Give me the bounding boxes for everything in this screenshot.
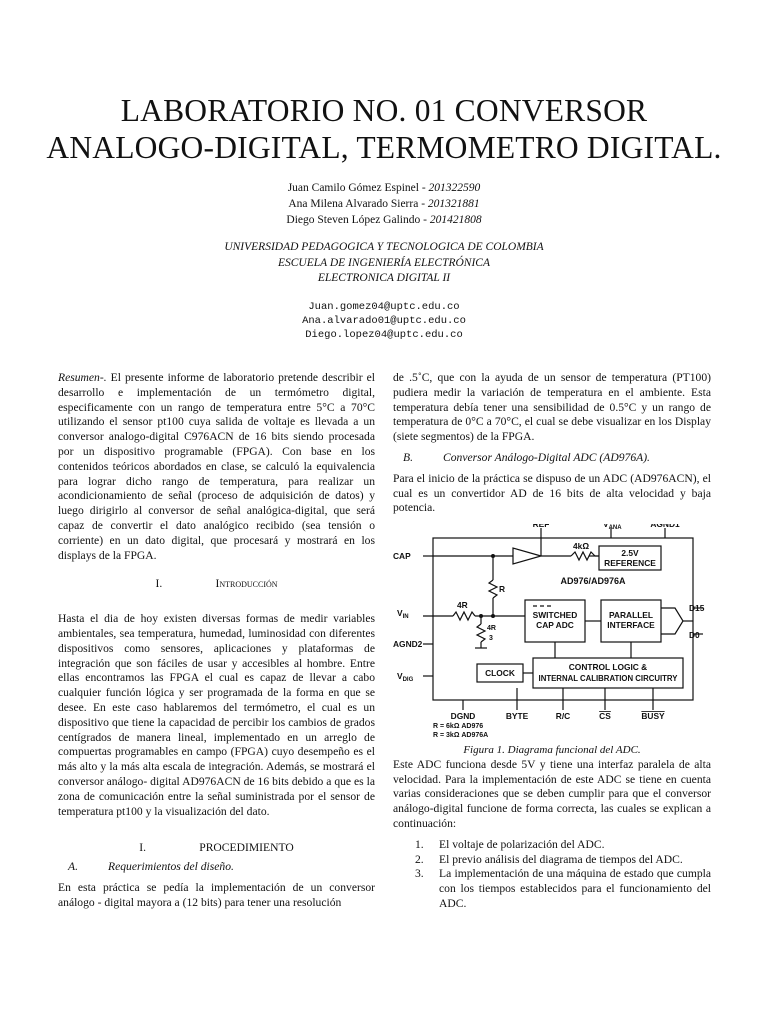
section-number: I. xyxy=(139,841,147,855)
buffer-triangle xyxy=(513,548,541,564)
affiliation-course: ELECTRONICA DIGITAL II xyxy=(317,272,451,284)
email-list xyxy=(200,300,568,342)
subsection-heading-a xyxy=(58,860,375,875)
author-id: 201421808 xyxy=(429,214,482,226)
switched-cap-label-1: SWITCHED xyxy=(532,610,578,621)
email-link[interactable]: Ana.alvarado01@uptc.edu.co xyxy=(302,315,466,327)
list-item xyxy=(393,838,711,853)
email-link[interactable]: Juan.gomez04@uptc.edu.co xyxy=(308,301,460,313)
diagram-note-2: R = 3kΩ AD976A xyxy=(433,732,489,739)
pin-vdig: $V_{DIG}$ xyxy=(397,671,414,684)
author-name: Juan Camilo Gómez Espinel - xyxy=(287,182,429,194)
subsection-letter: B. xyxy=(403,450,413,464)
affiliation-school: ESCUELA DE INGENIERÍA ELECTRÓNICA xyxy=(277,256,490,269)
resistor-4r3-label-top: 4R xyxy=(487,625,496,633)
title-line-2: ANALOGO-DIGITAL, TERMOMETRO DIGITAL. xyxy=(46,130,722,165)
requirements-paragraph: En esta práctica se pedía la implementación de un conversor análogo - digital mayora a (12 bits) para tener una resolución xyxy=(58,880,375,909)
list-text: La implementación de una máquina de estado que cumpla con los tiempos establecidos para el funcionamiento del ADC. xyxy=(439,867,711,910)
adc-block-diagram xyxy=(393,524,711,738)
section-number: I. xyxy=(155,577,163,591)
requirements-list xyxy=(393,838,711,912)
control-label-1: CONTROL LOGIC & xyxy=(568,662,648,673)
list-number: 3. xyxy=(415,867,424,881)
pin-rc: R/C xyxy=(555,711,571,722)
resistor-4r3 xyxy=(477,624,485,642)
author-line xyxy=(150,196,618,212)
pin-vana: $V_{ANA}$ xyxy=(603,524,622,532)
section-title: PROCEDIMIENTO xyxy=(199,841,294,855)
pin-d15: D15 xyxy=(689,603,705,614)
author-name: Diego Steven López Galindo - xyxy=(286,214,430,226)
abstract-text: El presente informe de laboratorio pretende describir el desarrollo e implementación de un termómetro digital, especificamente con un rango de temperatura entre 5°C a 70°C utilizando el sensor pt100 cuya salida de voltaje es llevada a un conversor analogo-digital C976ACN de 16 bits siendo procesada por un dispositivo programable (FPGA). Con base en los contenidos teóricos abordados en clase, se calculó la equivalencia para lograr dicho rango de temperatura, para realizar un acondicionamiento de señal (proceso de adquisición de datos) y luego dirigirlo al conversor de señal analógica-digital, que será capaz de convertir el dato analógico recibido (sea tensión o corriente) en un dato digital, que procesará y mostrará en los displays de la FPGA. xyxy=(58,371,375,562)
introduction-paragraph: Hasta el dia de hoy existen diversas formas de medir variables ambientales, sea temperatura, humedad, luminosidad con diferentes dispositivos como sensores, aplicaciones y plataformas de integración que son fáciles de usar y accesibles al hombre. Entre ellas encontramos las FPGA el cual es capaz de llevar a cabo cualquier función lógica y ser programada de la forma en que se desee. En este caso hablaremos del termómetro, el cual es un dispositivo que tiene la capacidad de percibir los cambios de grados centígrados de manera lineal, implementado en un arreglo de compuertas programables en campo (FPGA) cuyo desempeño es el más alto y la más alta escala de integración. Además, se mostrará el conversor análogo- digital AD976ACN de 16 bits debido a que es la zona de comunicación entre la señal suministrada por el sensor de temperatura pt100 y la visualización del dato. xyxy=(58,612,375,818)
abstract-label: Resumen-. xyxy=(58,371,107,384)
pin-vin: $V_{IN}$ xyxy=(397,608,409,621)
right-column xyxy=(393,371,711,912)
author-line xyxy=(150,212,618,228)
list-text: El previo análisis del diagrama de tiempos del ADC. xyxy=(439,852,683,866)
pin-ref: REF xyxy=(532,524,550,530)
diagram-note-1: R = 6kΩ AD976 xyxy=(433,723,484,731)
author-name: Ana Milena Alvarado Sierra - xyxy=(288,198,428,210)
pin-d0: D0 xyxy=(689,630,700,641)
list-item xyxy=(393,867,711,911)
email-link[interactable]: Diego.lopez04@uptc.edu.co xyxy=(305,329,463,341)
section-heading-procedure xyxy=(58,841,375,856)
adc-description-paragraph: Este ADC funciona desde 5V y tiene una interfaz paralela de alta velocidad. Para la implementación de este ADC se tiene en cuenta varias consideraciones que se deben cumplir para que el conversor análogo-digital funcione de forma correcta, las cuales se explican a continuación: xyxy=(393,757,711,830)
paper-title xyxy=(40,92,728,166)
author-list xyxy=(150,180,618,228)
pin-dgnd: DGND xyxy=(450,711,476,722)
list-number: 1. xyxy=(415,837,424,851)
figure-caption: Figura 1. Diagrama funcional del ADC. xyxy=(463,743,641,756)
resistor-4k-label: 4kΩ xyxy=(573,541,590,552)
resistor-r xyxy=(489,580,497,598)
author-line xyxy=(150,180,618,196)
adc-intro-paragraph: Para el inicio de la práctica se dispuso de un ADC (AD976ACN), el cual es un convertidor AD de 16 bits de alta velocidad y baja potencia. xyxy=(393,471,711,515)
section-heading-introduction xyxy=(58,577,375,592)
control-label-2: INTERNAL CALIBRATION CIRCUITRY xyxy=(538,674,678,684)
pin-byte: BYTE xyxy=(505,711,529,722)
reference-label-2: REFERENCE xyxy=(604,558,656,569)
resistor-4r-label: 4R xyxy=(457,600,468,611)
pin-agnd1: AGND1 xyxy=(650,524,680,530)
pin-cap: CAP xyxy=(393,551,411,562)
pin-cs: CS xyxy=(599,711,611,722)
resistor-r-label: R xyxy=(499,584,506,595)
parallel-label-1: PARALLEL xyxy=(608,610,654,621)
subsection-title: Conversor Análogo-Digital ADC (AD976A). xyxy=(443,450,650,464)
reference-label-1: 2.5V xyxy=(621,548,639,559)
subsection-title: Requerimientos del diseño. xyxy=(108,860,234,874)
title-line-1: LABORATORIO NO. 01 CONVERSOR xyxy=(120,93,648,128)
chip-name: AD976/AD976A xyxy=(560,576,626,587)
pin-busy: BUSY xyxy=(641,711,665,722)
subsection-letter: A. xyxy=(68,860,78,874)
resistor-4r3-label-bottom: 3 xyxy=(489,635,493,643)
author-id: 201322590 xyxy=(428,182,481,194)
list-number: 2. xyxy=(415,852,424,866)
parallel-label-2: INTERFACE xyxy=(607,620,655,631)
abstract xyxy=(58,371,375,563)
list-text: El voltaje de polarización del ADC. xyxy=(439,837,605,851)
clock-label: CLOCK xyxy=(485,668,515,679)
list-item xyxy=(393,853,711,868)
pin-agnd2: AGND2 xyxy=(393,639,423,650)
section-title: Introducción xyxy=(215,577,278,591)
resistor-4r xyxy=(453,612,475,620)
author-id: 201321881 xyxy=(427,198,480,210)
left-column xyxy=(58,371,375,911)
affiliation-university: UNIVERSIDAD PEDAGOGICA Y TECNOLOGICA DE COLOMBIA xyxy=(224,241,544,253)
subsection-heading-b xyxy=(393,451,711,466)
requirements-continued: de .5˚C, que con la ayuda de un sensor de temperatura (PT100) pudiera medir la variación de temperatura en el ambiente. Esta temperatura debía tener una sensibilidad de 0.5°C y un rango de temperatura de 0°C a 70°C, el cual se debe visualizar en los Display (siete segmentos) de la FPGA. xyxy=(393,371,711,444)
switched-cap-label-2: CAP ADC xyxy=(536,620,574,631)
affiliation xyxy=(150,240,618,287)
